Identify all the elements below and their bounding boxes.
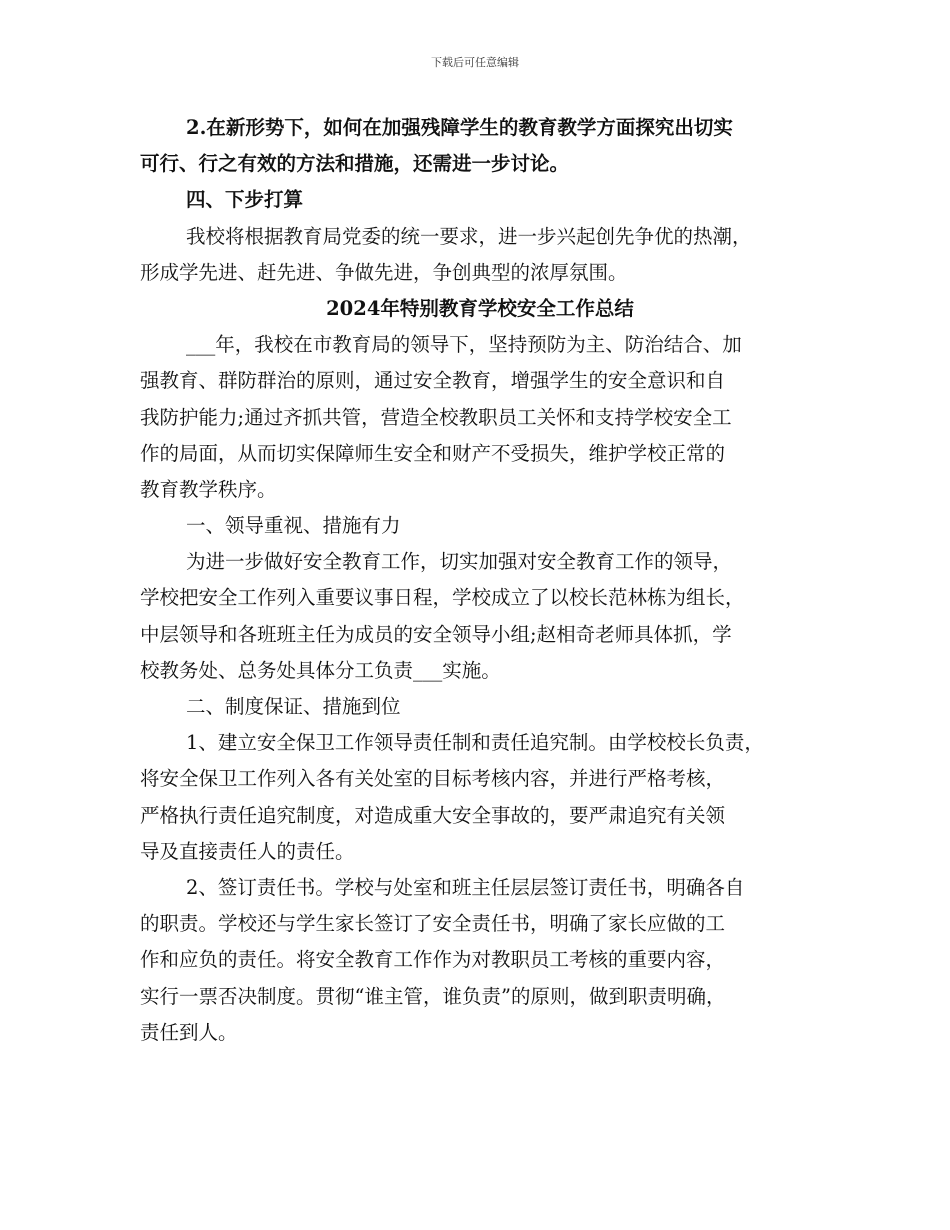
paragraph-line: 2、签订责任书。学校与处室和班主任层层签订责任书，明确各自 [186,875,745,899]
paragraph-line: 强教育、群防群治的原则，通过安全教育，增强学生的安全意识和自 [140,369,726,393]
paragraph-line: 实行一票否决制度。贯彻“谁主管，谁负责”的原则，做到职责明确， [140,984,726,1008]
paragraph-line: 严格执行责任追究制度，对造成重大安全事故的，要严肃追究有关领 [140,803,726,827]
paragraph-line: 2.在新形势下，如何在加强残障学生的教育教学方面探究出切实 [186,116,733,139]
paragraph-line: 导及直接责任人的责任。 [140,839,355,863]
paragraph-line: 1、建立安全保卫工作领导责任制和责任追究制。由学校校长负责， [186,731,764,755]
paragraph-line: 我校将根据教育局党委的统一要求，进一步兴起创先争优的热潮， [186,224,752,248]
paragraph-line: 作和应负的责任。将安全教育工作作为对教职员工考核的重要内容， [140,948,726,972]
paragraph-line: 的职责。学校还与学生家长签订了安全责任书，明确了家长应做的工 [140,912,726,936]
paragraph-line: 可行、行之有效的方法和措施，还需进一步讨论。 [140,152,570,176]
paragraph-line: 我防护能力;通过齐抓共管，营造全校教职员工关怀和支持学校安全工 [140,405,732,429]
paragraph-line: 作的局面，从而切实保障师生安全和财产不受损失，维护学校正常的 [140,441,726,465]
paragraph-line: 学校把安全工作列入重要议事日程，学校成立了以校长范林栋为组长， [140,586,745,610]
section-heading: 一、领导重视、措施有力 [186,514,401,538]
paragraph-line: ___年，我校在市教育局的领导下，坚持预防为主、防治结合、加 [186,333,742,357]
paragraph-line: 校教务处、总务处具体分工负责___实施。 [140,658,501,682]
section-heading: 四、下步打算 [186,188,304,212]
section-heading: 二、制度保证、措施到位 [186,695,401,718]
paragraph-line: 将安全保卫工作列入各有关处室的目标考核内容，并进行严格考核， [140,767,726,791]
paragraph-line: 形成学先进、赶先进、争做先进，争创典型的浓厚氛围。 [140,260,628,284]
document-title: 2024年特别教育学校安全工作总结 [326,296,634,320]
paragraph-line: 责任到人。 [140,1020,238,1044]
page-header: 下载后可任意编辑 [431,56,519,69]
document-body [140,110,820,1051]
paragraph-line: 中层领导和各班班主任为成员的安全领导小组;赵相奇老师具体抓，学 [140,622,732,646]
paragraph-line: 教育教学秩序。 [140,477,277,501]
paragraph-line: 为进一步做好安全教育工作，切实加强对安全教育工作的领导， [186,550,733,574]
